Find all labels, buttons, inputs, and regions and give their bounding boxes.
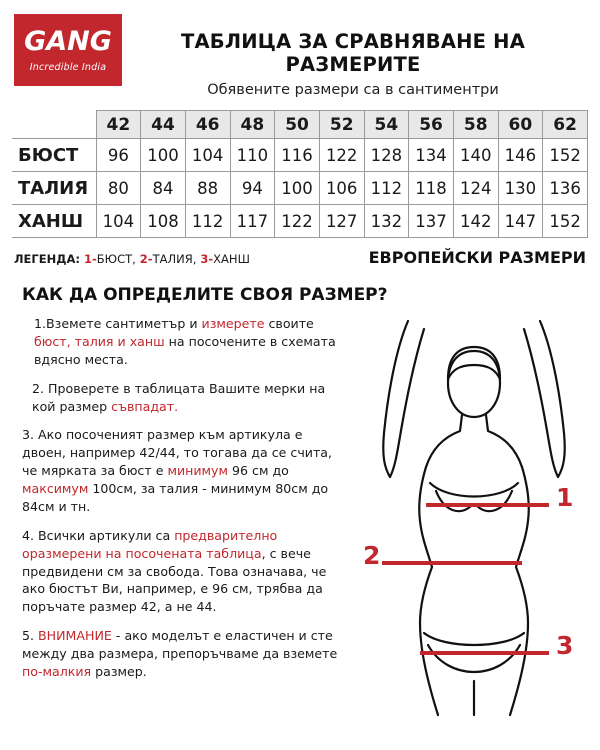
legend-num-2: 2- — [139, 252, 153, 266]
size-header-cell: 58 — [453, 111, 498, 139]
cell-bust: 152 — [543, 139, 588, 172]
table-row — [12, 172, 588, 205]
european-sizes-label: ЕВРОПЕЙСКИ РАЗМЕРИ — [368, 248, 586, 267]
marker-2-waist: 2 — [363, 541, 381, 570]
cell-hips: 108 — [141, 205, 186, 238]
page-subtitle: Обявените размери са в сантиментри — [207, 82, 499, 98]
cell-hips: 152 — [543, 205, 588, 238]
table-row — [12, 139, 588, 172]
page-header — [0, 0, 600, 104]
howto-step-5: 5. ВНИМАНИЕ - ако моделът е еластичен и сте между два размера, препоръчваме да вземете по-малкия размер. — [22, 628, 338, 679]
howto-step-2: 2. Проверете в таблицата Вашите мерки на кой размер съвпадат. — [32, 380, 326, 414]
cell-waist: 112 — [364, 172, 409, 205]
size-header-cell: 50 — [275, 111, 320, 139]
row-label-waist: ТАЛИЯ — [12, 172, 96, 205]
cell-hips: 147 — [498, 205, 543, 238]
cell-hips: 142 — [453, 205, 498, 238]
cell-hips: 122 — [275, 205, 320, 238]
cell-hips: 137 — [409, 205, 454, 238]
size-header-cell: 52 — [319, 111, 364, 139]
header-text-block — [122, 14, 590, 98]
cell-bust: 146 — [498, 139, 543, 172]
body-figure — [352, 315, 600, 735]
size-header-cell: 42 — [96, 111, 141, 139]
cell-bust: 100 — [141, 139, 186, 172]
howto-content — [0, 315, 600, 735]
brand-logo — [14, 14, 122, 86]
size-header-cell: 48 — [230, 111, 275, 139]
legend-num-3: 3- — [200, 252, 214, 266]
legend-text-1: БЮСТ, — [96, 252, 136, 266]
size-header-cell: 46 — [185, 111, 230, 139]
table-header-row — [12, 111, 588, 139]
marker-3-hips: 3 — [556, 631, 574, 660]
size-header-cell: 54 — [364, 111, 409, 139]
legend-text-2: ТАЛИЯ, — [152, 252, 197, 266]
cell-waist: 130 — [498, 172, 543, 205]
cell-bust: 96 — [96, 139, 141, 172]
cell-bust: 128 — [364, 139, 409, 172]
cell-bust: 116 — [275, 139, 320, 172]
cell-hips: 112 — [185, 205, 230, 238]
cell-hips: 117 — [230, 205, 275, 238]
legend-prefix: ЛЕГЕНДА: — [14, 252, 80, 266]
marker-1-bust: 1 — [556, 483, 574, 512]
legend-text-3: ХАНШ — [213, 252, 250, 266]
cell-hips: 132 — [364, 205, 409, 238]
brand-name: GANG — [24, 25, 112, 57]
howto-step-1: 1.Вземете сантиметър и измерете своите бюст, талия и ханш на посочените в схемата вдясно места. — [34, 316, 336, 367]
legend-row — [0, 238, 600, 267]
size-header-cell: 60 — [498, 111, 543, 139]
cell-waist: 88 — [185, 172, 230, 205]
cell-waist: 84 — [141, 172, 186, 205]
table-corner-cell — [12, 111, 96, 139]
cell-bust: 140 — [453, 139, 498, 172]
legend-num-1: 1- — [83, 252, 97, 266]
cell-hips: 104 — [96, 205, 141, 238]
howto-step-4: 4. Всички артикули са предварително оразмерени на посочената таблица, с вече предвидени см за свобода. Това означава, че ако бюстът Ви, например, е 96 см, трябва да поръчате размер 42, а не 44. — [22, 527, 327, 615]
cell-waist: 106 — [319, 172, 364, 205]
cell-waist: 100 — [275, 172, 320, 205]
size-header-cell: 44 — [141, 111, 186, 139]
cell-bust: 110 — [230, 139, 275, 172]
size-header-cell: 56 — [409, 111, 454, 139]
cell-bust: 122 — [319, 139, 364, 172]
cell-waist: 94 — [230, 172, 275, 205]
cell-waist: 80 — [96, 172, 141, 205]
size-table — [12, 110, 588, 238]
row-label-bust: БЮСТ — [12, 139, 96, 172]
row-label-hips: ХАНШ — [12, 205, 96, 238]
table-row — [12, 205, 588, 238]
cell-bust: 104 — [185, 139, 230, 172]
howto-steps — [0, 315, 352, 735]
howto-step-3: 3. Ако посоченият размер към артикула е двоен, например 42/44, то тогава да се счита, че мярката за бюст е минимум 96 см до максимум 100см, за талия - минимум 80см до 84см и тн. — [22, 427, 333, 514]
cell-waist: 124 — [453, 172, 498, 205]
cell-hips: 127 — [319, 205, 364, 238]
cell-bust: 134 — [409, 139, 454, 172]
female-body-outline-svg — [344, 315, 600, 735]
page-title: ТАБЛИЦА ЗА СРАВНЯВАНЕ НА РАЗМЕРИТЕ — [181, 30, 525, 76]
size-table-container — [0, 110, 600, 238]
size-header-cell: 62 — [543, 111, 588, 139]
cell-waist: 136 — [543, 172, 588, 205]
legend — [14, 252, 250, 266]
cell-waist: 118 — [409, 172, 454, 205]
howto-title: КАК ДА ОПРЕДЕЛИТЕ СВОЯ РАЗМЕР? — [22, 285, 388, 305]
brand-tagline: Incredible India — [29, 61, 107, 73]
